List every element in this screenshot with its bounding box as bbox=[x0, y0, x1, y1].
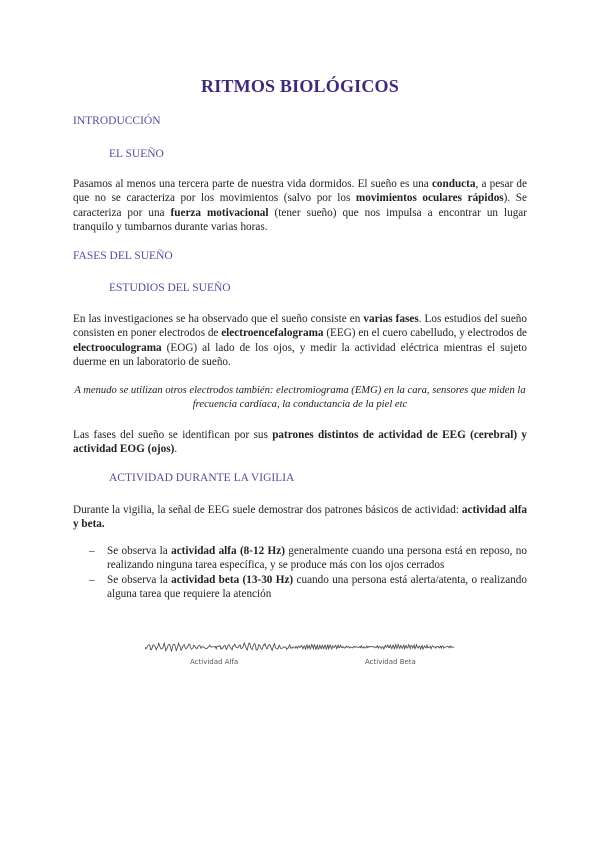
eeg-waveform-figure bbox=[145, 637, 457, 657]
note-electrodos: A menudo se utilizan otros electrodos también: electromiograma (EMG) en la cara, sensores que miden la frecuencia cardíaca, la conductancia de la piel etc bbox=[74, 385, 526, 411]
heading-actividad-vigilia: ACTIVIDAD DURANTE LA VIGILIA bbox=[109, 472, 295, 484]
heading-estudios-del-sueno: ESTUDIOS DEL SUEÑO bbox=[109, 282, 231, 294]
bullet-list bbox=[73, 544, 527, 602]
paragraph-identificacion: Las fases del sueño se identifican por sus patrones distintos de actividad de EEG (cerebral) y actividad EOG (ojos). bbox=[73, 429, 527, 456]
list-item-beta: – Se observa la actividad beta (13-30 Hz) cuando una persona está alerta/atenta, o realizando alguna tarea que requiere la atención bbox=[89, 573, 527, 601]
document-title: RITMOS BIOLÓGICOS bbox=[201, 76, 399, 96]
beta-waveform bbox=[295, 644, 454, 649]
label-actividad-beta: Actividad Beta bbox=[365, 658, 416, 666]
heading-el-sueno: EL SUEÑO bbox=[109, 148, 164, 160]
heading-introduccion: INTRODUCCIÓN bbox=[73, 115, 161, 127]
alpha-waveform bbox=[145, 643, 295, 652]
paragraph-el-sueno: Pasamos al menos una tercera parte de nuestra vida dormidos. El sueño es una conducta, a pesar de que no se caracteriza por los movimientos (salvo por los movimientos oculares rápidos). Se caracteriza por una fuerza motivacional (tener sueño) que nos impulsa a encontrar un lugar tranquilo y tumbarnos durante varias horas. bbox=[73, 178, 527, 234]
label-actividad-alfa: Actividad Alfa bbox=[190, 658, 239, 666]
heading-fases-del-sueno: FASES DEL SUEÑO bbox=[73, 250, 173, 262]
paragraph-vigilia: Durante la vigilia, la señal de EEG suele demostrar dos patrones básicos de actividad: actividad alfa y beta. bbox=[73, 504, 528, 531]
bullet-dash: – bbox=[89, 573, 95, 586]
list-item-alfa: – Se observa la actividad alfa (8-12 Hz) generalmente cuando una persona está en reposo, no realizando ninguna tarea específica, y se produce más con los ojos cerrados bbox=[89, 545, 527, 572]
bullet-dash: – bbox=[89, 545, 95, 557]
paragraph-estudios: En las investigaciones se ha observado que el sueño consiste en varias fases. Los estudios del sueño consisten en poner electrodos de electroencefalograma (EEG) en el cuero cabelludo, y electrodos de electrooculograma (EOG) al lado de los ojos, y medir la actividad eléctrica mientras el sujeto duerme en un laboratorio de sueño. bbox=[73, 313, 528, 369]
